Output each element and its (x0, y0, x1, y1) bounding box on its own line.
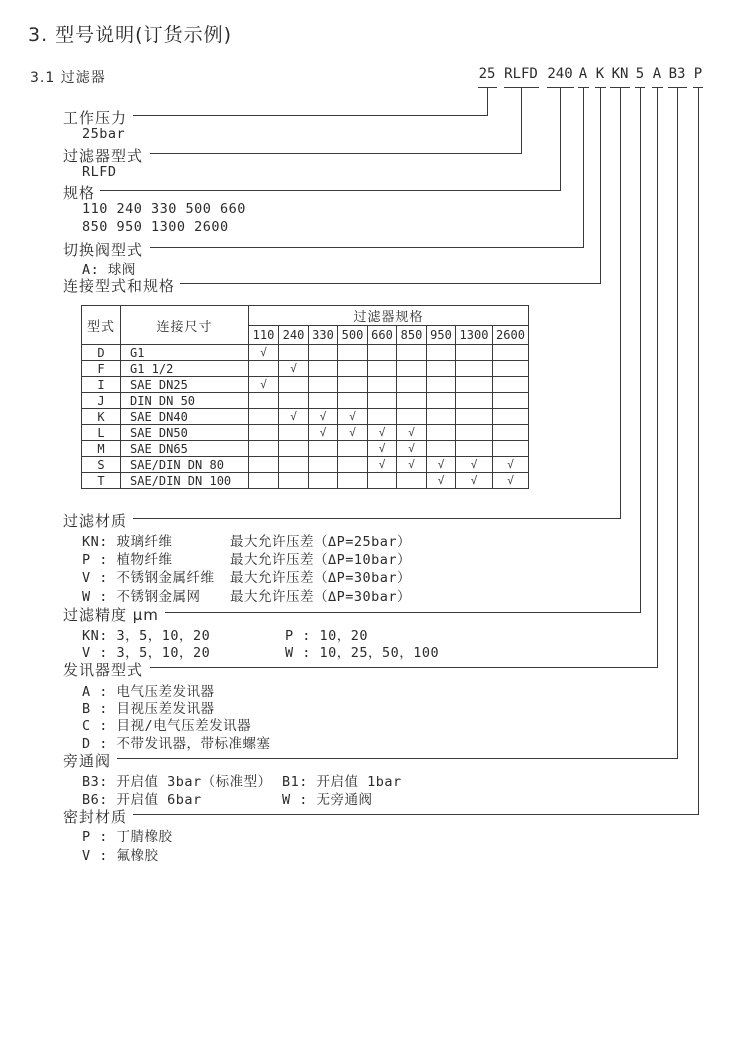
table-cell-check (456, 393, 493, 409)
model-code-segment-indicator: A (652, 66, 662, 82)
table-cell-check: √ (309, 425, 338, 441)
leader-vertical-rating (640, 88, 641, 612)
filter-material-name: KN: 玻璃纤维 (82, 534, 173, 550)
table-cell-size: G1 1/2 (121, 361, 249, 377)
model-code-segment-size: 240 (547, 66, 573, 82)
label-seal-material: 密封材质 (63, 808, 128, 826)
leader-vertical-seal (698, 88, 699, 814)
table-cell-check (309, 377, 338, 393)
table-cell-check (338, 377, 368, 393)
table-cell-check (249, 409, 279, 425)
indicator-type-item: A : 电气压差发讯器 (82, 684, 215, 700)
leader-vertical-bypass (677, 88, 678, 758)
leader-vertical-pressure (487, 88, 488, 115)
table-cell-check (493, 361, 529, 377)
table-cell-check (397, 377, 427, 393)
table-cell-check: √ (368, 441, 397, 457)
table-cell-check: √ (493, 473, 529, 489)
table-cell-check (338, 361, 368, 377)
table-cell-check (338, 393, 368, 409)
table-cell-check (338, 441, 368, 457)
table-cell-check (368, 377, 397, 393)
table-cell-size: SAE DN25 (121, 377, 249, 393)
table-cell-check (397, 473, 427, 489)
label-filter-material: 过滤材质 (63, 512, 128, 530)
filtration-rating-col1: KN: 3，5，10，20 (82, 628, 211, 644)
table-cell-check (456, 425, 493, 441)
table-cell-check (368, 473, 397, 489)
table-cell-check (427, 361, 456, 377)
leader-vertical-material (620, 88, 621, 518)
table-cell-check (249, 473, 279, 489)
table-cell-check (456, 345, 493, 361)
table-cell-type: S (82, 457, 121, 473)
table-cell-size: SAE DN50 (121, 425, 249, 441)
table-cell-check: √ (368, 457, 397, 473)
table-cell-check (493, 409, 529, 425)
label-size-spec: 规格 (63, 184, 96, 202)
table-cell-check (249, 425, 279, 441)
filter-material-pressure: 最大允许压差（ΔP=30bar） (230, 589, 412, 605)
table-cell-check (309, 393, 338, 409)
table-cell-type: D (82, 345, 121, 361)
table-row (82, 345, 529, 361)
table-cell-check (456, 377, 493, 393)
table-spec-column: 1300 (456, 326, 493, 345)
bypass-valve-col2: W : 无旁通阀 (282, 792, 373, 808)
table-row (82, 361, 529, 377)
model-code-segment-type: RLFD (504, 66, 538, 82)
table-cell-check (279, 425, 309, 441)
leader-vertical-size (560, 88, 561, 190)
table-cell-check (456, 361, 493, 377)
label-bypass-valve: 旁通阀 (63, 752, 112, 770)
table-cell-type: J (82, 393, 121, 409)
leader-vertical-valve (583, 88, 584, 247)
table-cell-check: √ (456, 457, 493, 473)
table-cell-type: T (82, 473, 121, 489)
leader-horizontal-type (150, 153, 522, 154)
filter-material-pressure: 最大允许压差（ΔP=30bar） (230, 570, 412, 586)
table-cell-check (368, 409, 397, 425)
model-code-segment-valve: A (578, 66, 588, 82)
leader-vertical-type (521, 88, 522, 153)
table-cell-type: K (82, 409, 121, 425)
table-cell-type: M (82, 441, 121, 457)
table-cell-check: √ (279, 409, 309, 425)
table-spec-column: 500 (338, 326, 368, 345)
table-cell-check: √ (279, 361, 309, 377)
leader-horizontal-connection (180, 283, 601, 284)
seal-material-item: V : 氟橡胶 (82, 848, 159, 864)
table-cell-check (368, 345, 397, 361)
leader-horizontal-seal (133, 814, 699, 815)
table-cell-check: √ (427, 457, 456, 473)
indicator-type-item: B : 目视压差发讯器 (82, 701, 215, 717)
bypass-valve-col1: B3: 开启值 3bar（标准型） (82, 774, 272, 790)
table-cell-size: SAE/DIN DN 100 (121, 473, 249, 489)
table-cell-check (249, 361, 279, 377)
table-cell-check: √ (338, 409, 368, 425)
table-cell-check (397, 393, 427, 409)
table-cell-check (397, 409, 427, 425)
table-spec-column: 110 (249, 326, 279, 345)
table-row (82, 377, 529, 393)
leader-horizontal-bypass (117, 758, 678, 759)
model-code-segment-seal: P (693, 66, 703, 82)
table-cell-check (249, 393, 279, 409)
table-cell-check (493, 377, 529, 393)
table-spec-column: 950 (427, 326, 456, 345)
connection-table (81, 305, 529, 489)
table-cell-check: √ (397, 441, 427, 457)
leader-vertical-connection (600, 88, 601, 283)
model-code-segment-bypass: B3 (668, 66, 686, 82)
table-cell-check (338, 473, 368, 489)
table-cell-check: √ (249, 345, 279, 361)
table-cell-check (368, 393, 397, 409)
table-cell-check (309, 345, 338, 361)
table-cell-size: SAE DN40 (121, 409, 249, 425)
page-title: 3. 型号说明(订货示例) (28, 24, 232, 46)
table-cell-check: √ (493, 457, 529, 473)
leader-vertical-indicator (657, 88, 658, 667)
table-cell-check (397, 361, 427, 377)
table-cell-check (368, 361, 397, 377)
table-row (82, 425, 529, 441)
table-cell-check (279, 377, 309, 393)
table-row (82, 473, 529, 489)
table-cell-check (249, 441, 279, 457)
label-filter-type: 过滤器型式 (63, 147, 144, 165)
table-cell-check (279, 457, 309, 473)
filter-material-pressure: 最大允许压差（ΔP=10bar） (230, 552, 412, 568)
table-cell-check (397, 345, 427, 361)
table-cell-type: F (82, 361, 121, 377)
model-code-segment-connection: K (595, 66, 605, 82)
filter-material-name: V : 不锈钢金属纤维 (82, 570, 215, 586)
table-header-connection-size: 连接尺寸 (121, 306, 249, 345)
table-cell-check (493, 345, 529, 361)
table-cell-check: √ (456, 473, 493, 489)
table-cell-check (309, 441, 338, 457)
table-cell-check (493, 441, 529, 457)
table-cell-check (427, 377, 456, 393)
label-indicator-type: 发讯器型式 (63, 661, 144, 679)
filtration-rating-col2: P : 10，20 (285, 628, 369, 644)
label-working-pressure: 工作压力 (63, 109, 128, 127)
table-cell-size: SAE/DIN DN 80 (121, 457, 249, 473)
leader-horizontal-pressure (133, 115, 488, 116)
table-spec-column: 2600 (493, 326, 529, 345)
table-spec-column: 660 (368, 326, 397, 345)
table-cell-check (338, 345, 368, 361)
filter-material-name: W : 不锈钢金属网 (82, 589, 201, 605)
table-cell-check: √ (249, 377, 279, 393)
model-code-segment-pressure: 25 (478, 66, 496, 82)
table-row (82, 441, 529, 457)
table-cell-check: √ (427, 473, 456, 489)
table-cell-check (309, 473, 338, 489)
model-code-segment-material: KN (611, 66, 629, 82)
table-cell-check (279, 393, 309, 409)
table-cell-check (427, 345, 456, 361)
table-cell-check (456, 441, 493, 457)
table-cell-check (427, 425, 456, 441)
table-cell-check (309, 457, 338, 473)
label-filtration-rating: 过滤精度 μm (63, 606, 159, 624)
table-cell-size: DIN DN 50 (121, 393, 249, 409)
table-cell-size: SAE DN65 (121, 441, 249, 457)
leader-horizontal-rating (165, 612, 641, 613)
indicator-type-item: D : 不带发讯器，带标准螺塞 (82, 736, 271, 752)
leader-horizontal-valve (150, 247, 584, 248)
filter-material-pressure: 最大允许压差（ΔP=25bar） (230, 534, 412, 550)
table-cell-check (279, 441, 309, 457)
table-cell-check (249, 457, 279, 473)
table-spec-column: 850 (397, 326, 427, 345)
table-row (82, 393, 529, 409)
section-label: 3.1 过滤器 (30, 70, 106, 86)
value-changeover-valve: A: 球阀 (82, 262, 136, 278)
label-changeover-valve: 切换阀型式 (63, 241, 144, 259)
filtration-rating-col2: W : 10，25，50，100 (285, 645, 440, 661)
table-header-type: 型式 (82, 306, 121, 345)
table-cell-check: √ (397, 425, 427, 441)
value-size-spec-line1: 110 240 330 500 660 (82, 201, 246, 217)
table-cell-type: L (82, 425, 121, 441)
table-cell-check (279, 473, 309, 489)
bypass-valve-col1: B6: 开启值 6bar (82, 792, 202, 808)
table-cell-check (338, 457, 368, 473)
table-cell-type: I (82, 377, 121, 393)
table-cell-size: G1 (121, 345, 249, 361)
table-cell-check (427, 409, 456, 425)
seal-material-item: P : 丁腈橡胶 (82, 829, 173, 845)
label-connection: 连接型式和规格 (63, 277, 176, 295)
table-spec-column: 330 (309, 326, 338, 345)
table-spec-column: 240 (279, 326, 309, 345)
table-header-filter-spec: 过滤器规格 (249, 306, 529, 326)
table-row (82, 457, 529, 473)
value-size-spec-line2: 850 950 1300 2600 (82, 219, 229, 235)
table-cell-check: √ (338, 425, 368, 441)
table-cell-check (427, 441, 456, 457)
table-cell-check (427, 393, 456, 409)
bypass-valve-col2: B1: 开启值 1bar (282, 774, 402, 790)
filter-material-name: P : 植物纤维 (82, 552, 173, 568)
table-cell-check (493, 393, 529, 409)
value-filter-type: RLFD (82, 164, 117, 180)
table-cell-check (279, 345, 309, 361)
model-code-segment-rating: 5 (635, 66, 645, 82)
table-cell-check (309, 361, 338, 377)
table-row (82, 409, 529, 425)
indicator-type-item: C : 目视/电气压差发讯器 (82, 718, 252, 734)
table-cell-check: √ (368, 425, 397, 441)
table-cell-check (456, 409, 493, 425)
filtration-rating-col1: V : 3，5，10，20 (82, 645, 211, 661)
leader-horizontal-indicator (150, 667, 658, 668)
table-cell-check: √ (397, 457, 427, 473)
table-cell-check: √ (309, 409, 338, 425)
table-cell-check (493, 425, 529, 441)
leader-horizontal-material (133, 518, 621, 519)
leader-horizontal-size (100, 190, 561, 191)
value-working-pressure: 25bar (82, 126, 126, 142)
